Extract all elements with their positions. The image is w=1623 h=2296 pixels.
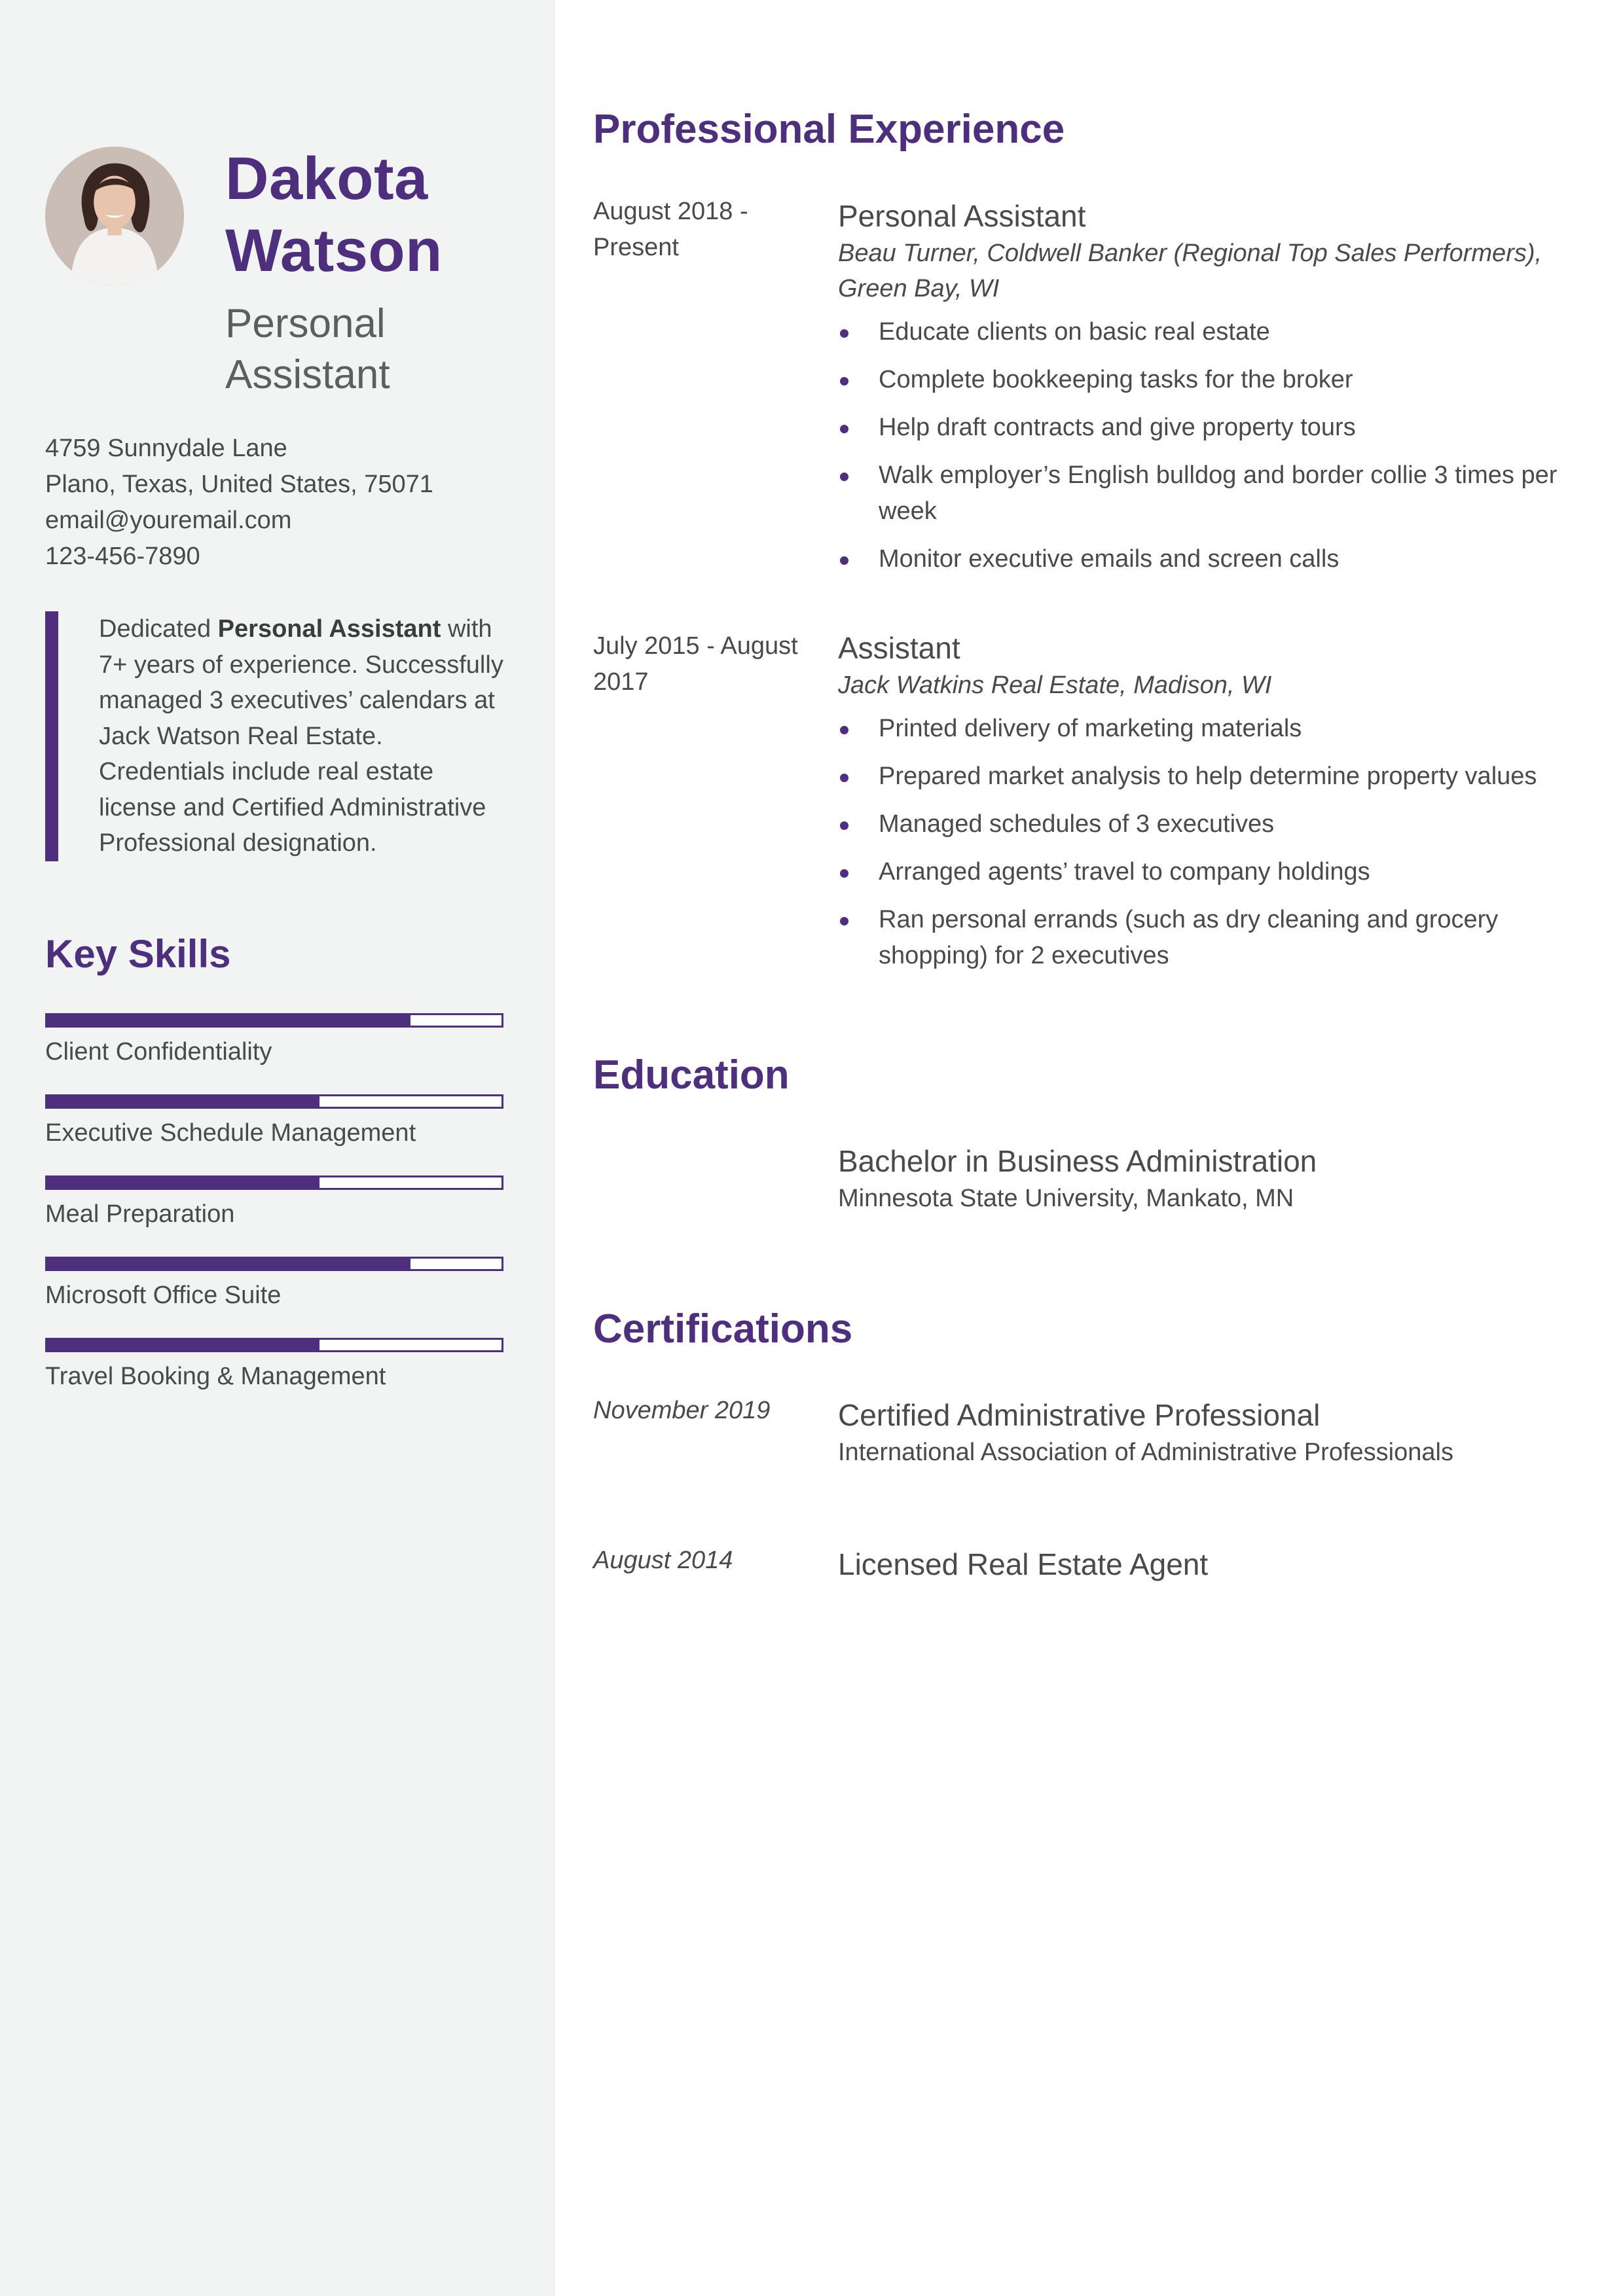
- skill-label: Executive Schedule Management: [45, 1119, 416, 1147]
- address-line-1: 4759 Sunnydale Lane: [45, 435, 287, 462]
- skill-label: Microsoft Office Suite: [45, 1282, 282, 1309]
- job-date-start: August 2018 -: [593, 198, 748, 225]
- cert-entry: [838, 1545, 1584, 1584]
- address-line-2: Plano, Texas, United States, 75071: [45, 471, 433, 498]
- job-entry: [838, 628, 1584, 986]
- education-heading: Education: [593, 1052, 790, 1098]
- duty-item: Educate clients on basic real estate: [838, 314, 1584, 350]
- skill-label: Travel Booking & Management: [45, 1363, 386, 1390]
- duty-item: Printed delivery of marketing materials: [838, 711, 1584, 747]
- cert-issuer: International Association of Administrative Professionals: [838, 1439, 1453, 1466]
- portrait-photo: [45, 147, 184, 285]
- experience-heading: Professional Experience: [593, 107, 1065, 152]
- sidebar: [0, 0, 555, 2296]
- phone: 123-456-7890: [45, 543, 200, 570]
- skill-item: [45, 1175, 503, 1257]
- job-entry: [838, 196, 1584, 589]
- summary-text: with 7+ years of experience. Successfully managed 3 executives’ calendars at Jack Watson Real Estate. Credentials include real estate license and Certified Administrative Professional designation.: [99, 615, 503, 857]
- candidate-name: [225, 143, 443, 287]
- duty-item: Complete bookkeeping tasks for the broker: [838, 362, 1584, 398]
- first-name: Dakota: [225, 145, 428, 212]
- cert-date: November 2019: [593, 1397, 771, 1424]
- duty-item: Ran personal errands (such as dry cleaning and grocery shopping) for 2 executives: [838, 902, 1584, 974]
- cert-name: Certified Administrative Professional: [838, 1398, 1321, 1432]
- skill-label: Client Confidentiality: [45, 1038, 272, 1066]
- duty-item: Help draft contracts and give property tours: [838, 410, 1584, 446]
- job-employer: Beau Turner, Coldwell Banker (Regional Top Sales Performers), Green Bay, WI: [838, 240, 1542, 302]
- job-date: [593, 194, 816, 266]
- summary-intro: Dedicated: [99, 615, 218, 643]
- duty-item: Walk employer’s English bulldog and border collie 3 times per week: [838, 457, 1584, 529]
- skill-fill: [47, 1259, 410, 1269]
- skill-fill: [47, 1177, 319, 1188]
- skill-item: [45, 1094, 503, 1175]
- skills-list: [45, 1013, 503, 1419]
- avatar: [45, 147, 184, 285]
- job-title: Assistant: [838, 631, 960, 665]
- education-entry: [838, 1141, 1584, 1216]
- job-date-start: July 2015 - August: [593, 632, 798, 660]
- cert-entry: [838, 1395, 1584, 1470]
- email[interactable]: email@youremail.com: [45, 507, 292, 534]
- skill-fill: [47, 1096, 319, 1107]
- summary-highlight: Personal Assistant: [217, 615, 441, 643]
- skills-heading: Key Skills: [45, 932, 231, 976]
- candidate-role: [225, 298, 390, 401]
- main-content: [555, 0, 1623, 2296]
- role-line-2: Assistant: [225, 352, 390, 397]
- skill-label: Meal Preparation: [45, 1200, 235, 1228]
- last-name: Watson: [225, 217, 443, 284]
- duty-item: Prepared market analysis to help determine property values: [838, 759, 1584, 795]
- skill-bar: [45, 1175, 503, 1190]
- skill-fill: [47, 1340, 319, 1350]
- skill-bar: [45, 1094, 503, 1109]
- duty-item: Arranged agents’ travel to company holdings: [838, 854, 1584, 890]
- skill-bar: [45, 1338, 503, 1352]
- cert-date: August 2014: [593, 1547, 733, 1574]
- skill-item: [45, 1013, 503, 1094]
- duty-item: Monitor executive emails and screen calls: [838, 541, 1584, 577]
- job-date-end: 2017: [593, 668, 649, 696]
- contact-info: [45, 431, 433, 575]
- job-date: [593, 628, 816, 700]
- job-title: Personal Assistant: [838, 199, 1086, 233]
- skill-fill: [47, 1015, 410, 1026]
- school: Minnesota State University, Mankato, MN: [838, 1185, 1294, 1212]
- role-line-1: Personal: [225, 301, 386, 346]
- certifications-heading: Certifications: [593, 1306, 853, 1352]
- degree: Bachelor in Business Administration: [838, 1144, 1317, 1178]
- cert-name: Licensed Real Estate Agent: [838, 1547, 1209, 1581]
- skill-item: [45, 1338, 503, 1419]
- job-employer: Jack Watkins Real Estate, Madison, WI: [838, 672, 1272, 699]
- skill-bar: [45, 1013, 503, 1028]
- skill-item: [45, 1257, 503, 1338]
- job-date-end: Present: [593, 234, 679, 261]
- skill-bar: [45, 1257, 503, 1271]
- summary: [45, 611, 503, 861]
- job-duties: [838, 711, 1584, 974]
- duty-item: Managed schedules of 3 executives: [838, 806, 1584, 842]
- job-duties: [838, 314, 1584, 577]
